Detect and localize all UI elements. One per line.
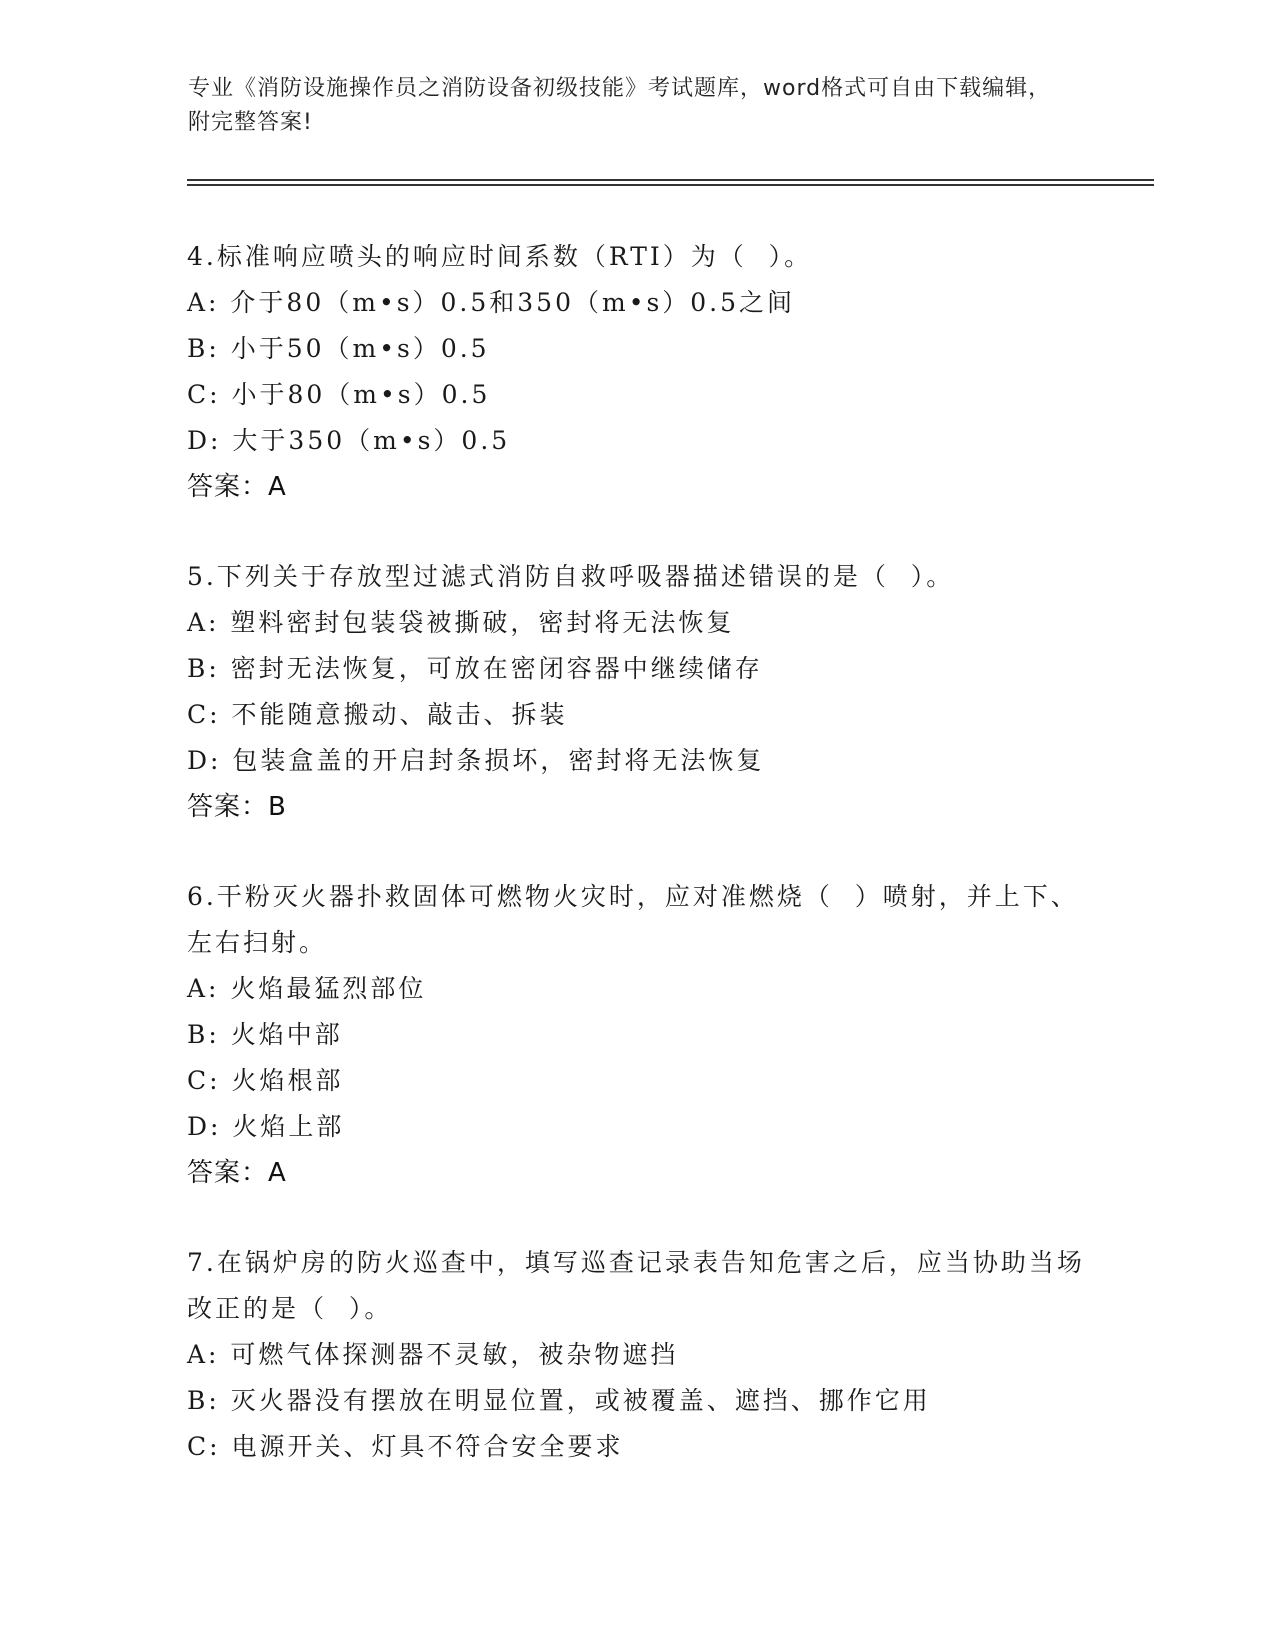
- option-a: A: 可燃气体探测器不灵敏，被杂物遮挡: [187, 1340, 679, 1369]
- header-divider-bottom: [187, 184, 1154, 186]
- question-6: [187, 874, 1087, 1196]
- answer-text: 答案：A: [187, 472, 287, 502]
- option-c: C: 不能随意搬动、敲击、拆装: [187, 700, 568, 729]
- option-d: D: 包装盒盖的开启封条损坏，密封将无法恢复: [187, 746, 765, 775]
- option-c: C: 火焰根部: [187, 1066, 344, 1095]
- option-a: A: 介于80（m•s）0.5和350（m•s）0.5之间: [187, 288, 796, 317]
- option-b: B: 灭火器没有摆放在明显位置，或被覆盖、遮挡、挪作它用: [187, 1386, 931, 1415]
- option-d: D: 大于350（m•s）0.5: [187, 426, 511, 455]
- option-b: B: 密封无法恢复，可放在密闭容器中继续储存: [187, 654, 763, 683]
- question-stem: 6.干粉灭火器扑救固体可燃物火灾时，应对准燃烧（ ）喷射，并上下、左右扫射。: [187, 882, 1079, 957]
- header-divider-top: [187, 179, 1154, 181]
- option-d: D: 火焰上部: [187, 1112, 345, 1141]
- option-a: A: 塑料密封包装袋被撕破，密封将无法恢复: [187, 608, 735, 637]
- answer-text: 答案：B: [187, 792, 287, 822]
- question-list: [187, 234, 1087, 1514]
- question-5: [187, 554, 1087, 830]
- option-b: B: 小于50（m•s）0.5: [187, 334, 490, 363]
- question-stem: 5.下列关于存放型过滤式消防自救呼吸器描述错误的是（ ）。: [187, 562, 955, 591]
- option-a: A: 火焰最猛烈部位: [187, 974, 427, 1003]
- question-4: [187, 234, 1087, 510]
- question-stem: 7.在锅炉房的防火巡查中，填写巡查记录表告知危害之后，应当协助当场改正的是（ ）。: [187, 1248, 1085, 1323]
- option-c: C: 小于80（m•s）0.5: [187, 380, 491, 409]
- question-stem: 4.标准响应喷头的响应时间系数（RTI）为（ ）。: [187, 242, 813, 271]
- document-header: 专业《消防设施操作员之消防设备初级技能》考试题库，word格式可自由下载编辑，附完整答案!: [188, 76, 1052, 135]
- question-7: [187, 1240, 1087, 1470]
- option-b: B: 火焰中部: [187, 1020, 343, 1049]
- answer-text: 答案：A: [187, 1158, 287, 1188]
- option-c: C: 电源开关、灯具不符合安全要求: [187, 1432, 624, 1461]
